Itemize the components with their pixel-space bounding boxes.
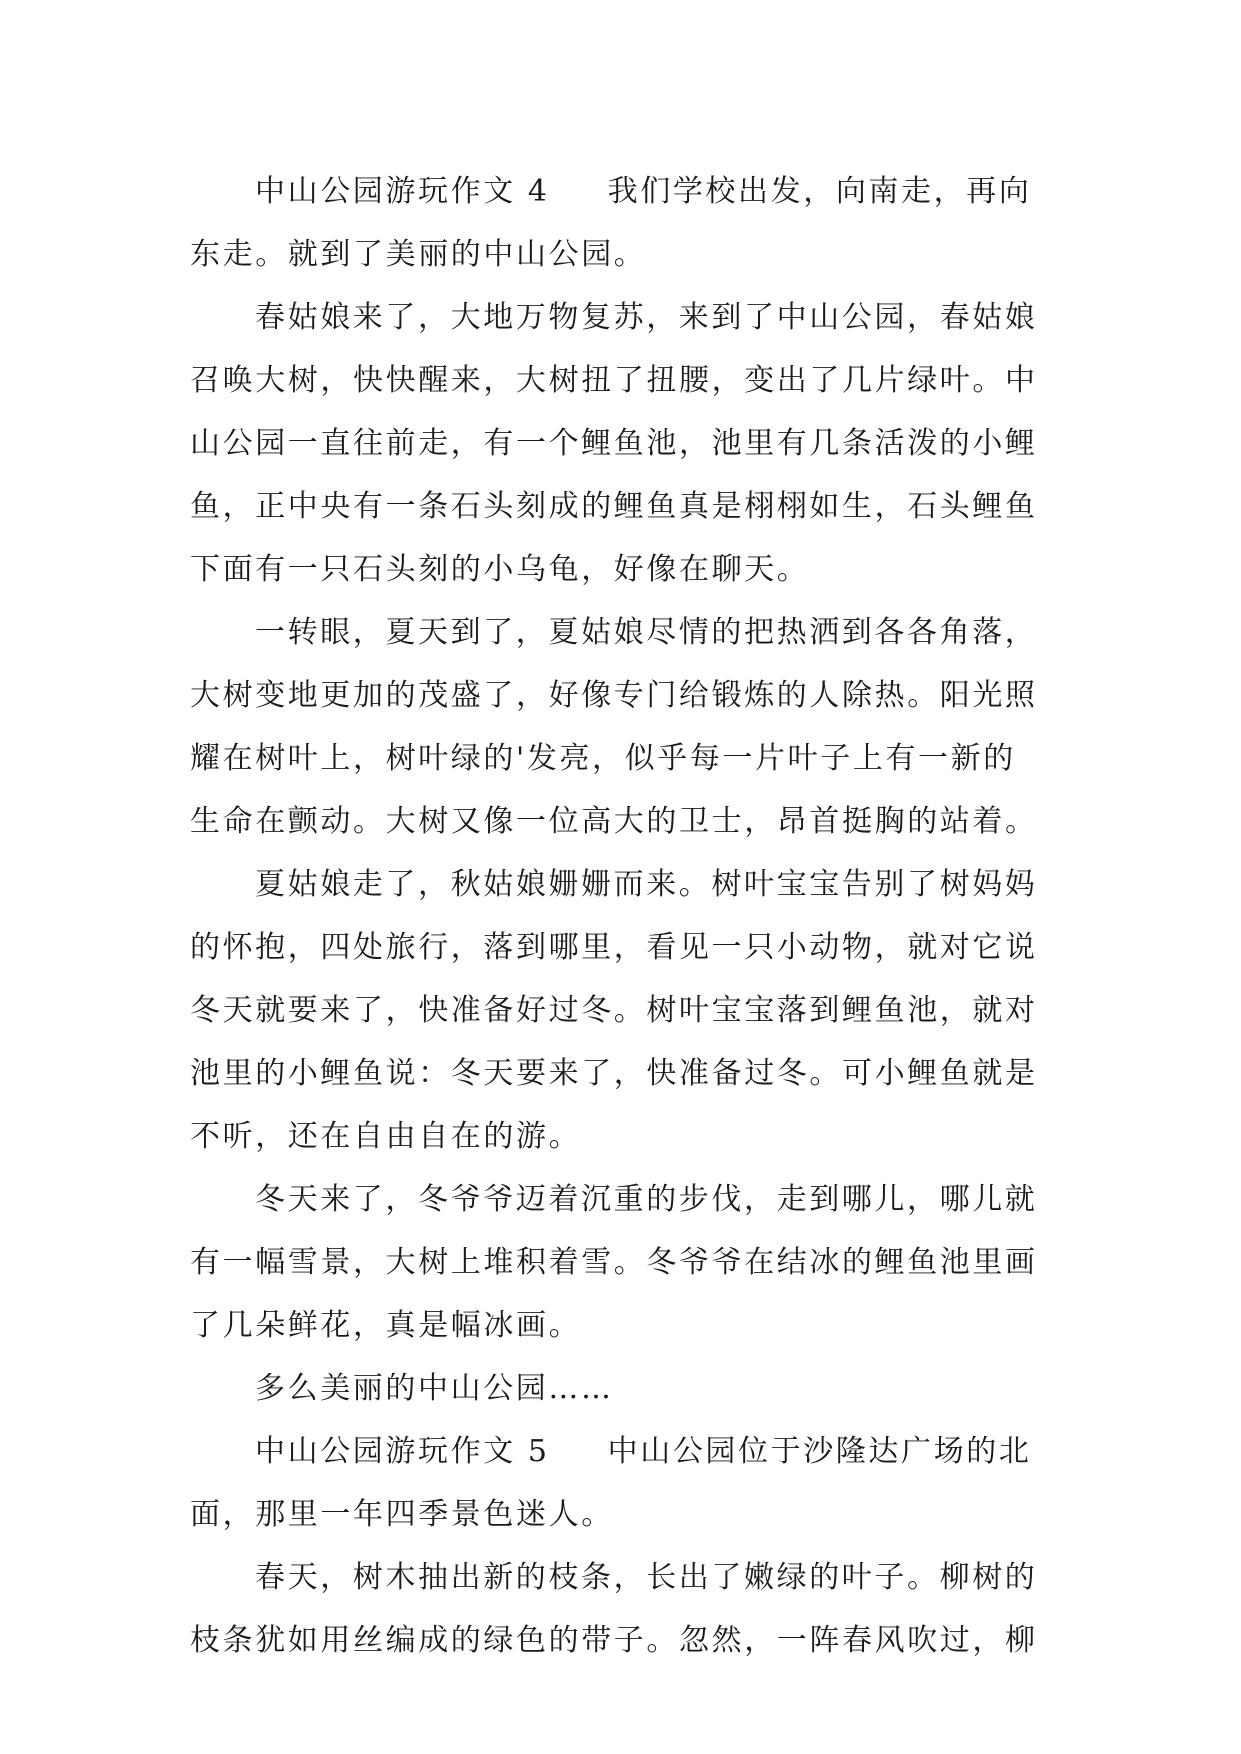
essay-line: 春天，树木抽出新的枝条，长出了嫩绿的叶子。柳树的 <box>255 1560 1038 1595</box>
essay-line <box>190 1420 1070 1483</box>
essay-line: 生命在颤动。大树又像一位高大的卫士，昂首挺胸的站着。 <box>190 804 1038 839</box>
essay-line <box>190 160 1070 223</box>
essay-line: 了几朵鲜花，真是幅冰画。 <box>190 1308 582 1343</box>
essay-line: 冬天就要来了，快准备好过冬。树叶宝宝落到鲤鱼池，就对 <box>190 993 1038 1028</box>
essay-line: 夏姑娘走了，秋姑娘姗姗而来。树叶宝宝告别了树妈妈 <box>255 867 1038 902</box>
essay-line: 枝条犹如用丝编成的绿色的带子。忽然，一阵春风吹过，柳 <box>190 1623 1038 1658</box>
essay-title-4: 中山公园游玩作文 4 <box>255 174 550 209</box>
essay-body <box>190 160 1070 1672</box>
essay-title-5: 中山公园游玩作文 5 <box>255 1434 550 1469</box>
essay-line: 冬天来了，冬爷爷迈着沉重的步伐，走到哪儿，哪儿就 <box>255 1182 1038 1217</box>
essay-line: 鱼，正中央有一条石头刻成的鲤鱼真是栩栩如生，石头鲤鱼 <box>190 489 1038 524</box>
essay-line: 山公园一直往前走，有一个鲤鱼池，池里有几条活泼的小鲤 <box>190 426 1038 461</box>
essay-line: 面，那里一年四季景色迷人。 <box>190 1497 614 1532</box>
essay-line: 的怀抱，四处旅行，落到哪里，看见一只小动物，就对它说 <box>190 930 1038 965</box>
essay-line: 不听，还在自由自在的游。 <box>190 1119 582 1154</box>
essay-line: 大树变地更加的茂盛了，好像专门给锻炼的人除热。阳光照 <box>190 678 1038 713</box>
essay-line: 有一幅雪景，大树上堆积着雪。冬爷爷在结冰的鲤鱼池里画 <box>190 1245 1038 1280</box>
essay-line: 春姑娘来了，大地万物复苏，来到了中山公园，春姑娘 <box>255 300 1038 335</box>
essay-line-tail: 中山公园位于沙隆达广场的北 <box>607 1434 1032 1469</box>
essay-line: 召唤大树，快快醒来，大树扭了扭腰，变出了几片绿叶。中 <box>190 363 1038 398</box>
essay-line: 一转眼，夏天到了，夏姑娘尽情的把热洒到各各角落， <box>255 615 1038 650</box>
essay-line: 耀在树叶上，树叶绿的'发亮，似乎每一片叶子上有一新的 <box>190 741 1016 776</box>
essay-line-tail: 我们学校出发，向南走，再向 <box>607 174 1032 209</box>
essay-line: 下面有一只石头刻的小乌龟，好像在聊天。 <box>190 552 810 587</box>
essay-line: 池里的小鲤鱼说：冬天要来了，快准备过冬。可小鲤鱼就是 <box>190 1056 1038 1091</box>
essay-line: 多么美丽的中山公园…… <box>255 1371 614 1406</box>
essay-line: 东走。就到了美丽的中山公园。 <box>190 237 647 272</box>
